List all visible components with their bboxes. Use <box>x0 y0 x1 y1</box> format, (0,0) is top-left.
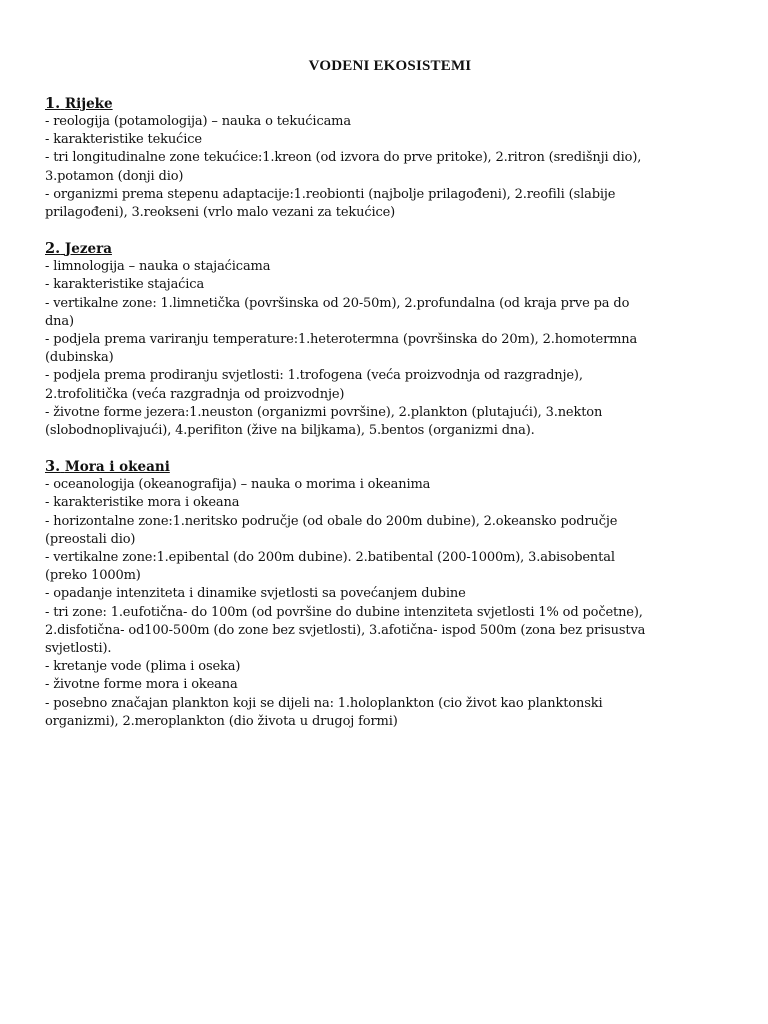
text-line: organizmi), 2.meroplankton (dio života u drugoj formi) <box>45 713 398 729</box>
text-line: - karakteristike tekućice <box>45 132 202 148</box>
text-line: - tri longitudinalne zone tekućice:1.kreon (od izvora do prve pritoke), 2.ritron (središnji dio), <box>45 150 642 166</box>
text-line: (slobodnoplivajući), 4.perifiton (žive na biljkama), 5.bentos (organizmi dna). <box>45 423 535 439</box>
section-number: 3. <box>45 458 61 476</box>
sections-container <box>45 95 735 731</box>
section-heading-text: Mora i okeani <box>64 459 170 476</box>
section-heading-text: Rijeke <box>64 96 113 112</box>
section-2 <box>45 240 735 440</box>
text-line: - karakteristike mora i okeana <box>45 495 240 511</box>
text-line: dna) <box>45 313 74 329</box>
text-line: - tri zone: 1.eufotična- do 100m (od površine do dubine intenziteta svjetlosti 1% od početne), <box>45 604 643 620</box>
text-line: (dubinska) <box>45 350 114 366</box>
text-line: - horizontalne zone:1.neritsko područje (od obale do 200m dubine), 2.okeansko područje <box>45 513 618 529</box>
text-line: - vertikalne zone:1.epibental (do 200m dubine). 2.batibental (200-1000m), 3.abisobental <box>45 550 615 566</box>
text-line: - limnologija – nauka o stajaćicama <box>45 259 271 275</box>
text-line: 2.trofolitička (veća razgradnja od proizvodnje) <box>45 386 345 402</box>
text-line: - karakteristike stajaćica <box>45 277 205 293</box>
document-page <box>45 58 735 749</box>
text-line: 3.potamon (donji dio) <box>45 168 184 184</box>
text-line: - reologija (potamologija) – nauka o tekućicama <box>45 114 351 129</box>
text-line: - podjela prema variranju temperature:1.heterotermna (površinska do 20m), 2.homotermna <box>45 332 638 348</box>
document-title: VODENI EKOSISTEMI <box>308 58 472 74</box>
text-line: - opadanje intenziteta i dinamike svjetlosti sa povećanjem dubine <box>45 586 466 602</box>
text-line: - podjela prema prodiranju svjetlosti: 1.trofogena (veća proizvodnja od razgradnje), <box>45 368 583 384</box>
section-heading <box>45 95 735 113</box>
section-number: 2. <box>45 240 61 258</box>
text-line: - posebno značajan plankton koji se dijeli na: 1.holoplankton (cio život kao planktonski <box>45 695 603 711</box>
text-line: - organizmi prema stepenu adaptacije:1.reobionti (najbolje prilagođeni), 2.reofili (slabije <box>45 186 616 202</box>
text-line: - životne forme mora i okeana <box>45 677 238 693</box>
text-line: - životne forme jezera:1.neuston (organizmi površine), 2.plankton (plutajući), 3.nekton <box>45 404 603 420</box>
text-line: svjetlosti). <box>45 641 112 657</box>
text-line: - vertikalne zone: 1.limnetička (površinska od 20-50m), 2.profundalna (od kraja prve pa do <box>45 295 630 311</box>
text-line: (preko 1000m) <box>45 568 141 584</box>
section-3 <box>45 458 735 731</box>
section-heading <box>45 458 735 476</box>
section-number: 1. <box>45 95 61 112</box>
section-heading-text: Jezera <box>64 241 112 258</box>
text-line: (preostali dio) <box>45 531 136 547</box>
text-line: prilagođeni), 3.reokseni (vrlo malo vezani za tekućice) <box>45 205 396 221</box>
section-heading <box>45 240 735 258</box>
section-1 <box>45 95 735 222</box>
text-line: 2.disfotična- od100-500m (do zone bez svjetlosti), 3.afotična- ispod 500m (zona bez prisustva <box>45 622 646 638</box>
text-line: - kretanje vode (plima i oseka) <box>45 659 241 675</box>
text-line: - oceanologija (okeanografija) – nauka o morima i okeanima <box>45 477 431 493</box>
